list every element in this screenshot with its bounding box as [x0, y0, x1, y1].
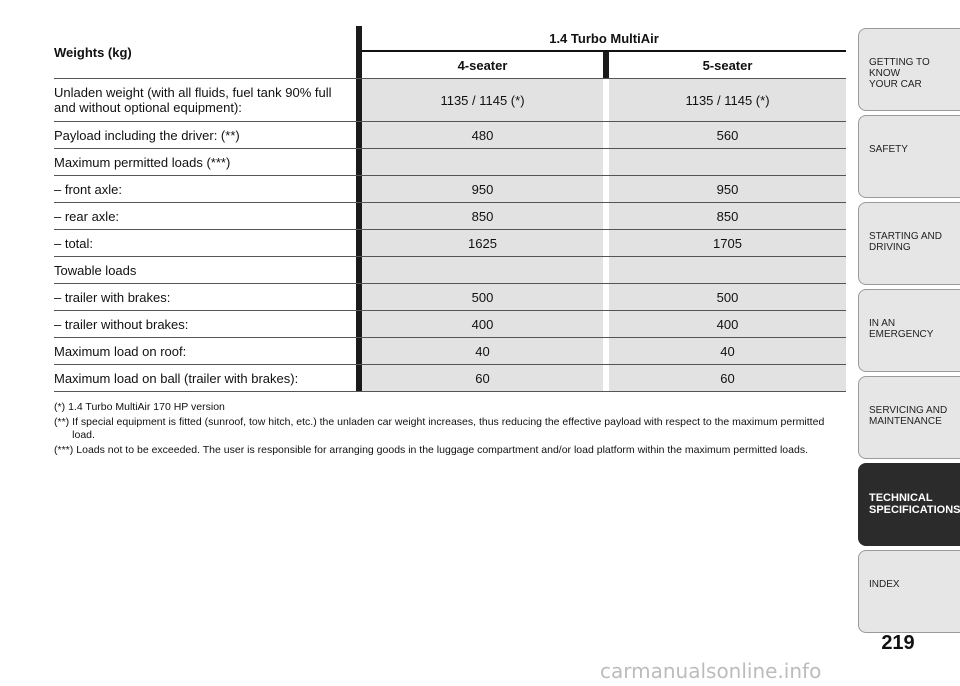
value-5-seater: 60 — [609, 365, 846, 392]
footnote-text: If special equipment is fitted (sunroof, tow hitch, etc.) the unladen car weight increases, thus reducing the effective payload with respect to the maximum permitted load. — [72, 416, 825, 441]
row-label: Maximum load on roof: — [54, 338, 356, 365]
row-label: Payload including the driver: (**) — [54, 122, 356, 149]
value-4-seater: 850 — [362, 203, 603, 230]
row-label: – total: — [54, 230, 356, 257]
watermark: carmanualsonline.info — [600, 659, 822, 683]
value-4-seater — [362, 257, 603, 284]
value-4-seater: 480 — [362, 122, 603, 149]
footnote-mark: (***) — [54, 444, 74, 456]
footnote — [54, 401, 844, 414]
table-row — [54, 338, 846, 365]
tab-label-line2: MAINTENANCE — [869, 416, 942, 427]
value-5-seater: 1135 / 1145 (*) — [609, 79, 846, 122]
value-5-seater: 560 — [609, 122, 846, 149]
tab-label-line1: GETTING TO KNOW — [869, 57, 930, 79]
value-5-seater: 40 — [609, 338, 846, 365]
value-4-seater: 500 — [362, 284, 603, 311]
footnote — [54, 444, 844, 457]
tab-label-line2: SPECIFICATIONS — [869, 504, 960, 516]
value-5-seater: 950 — [609, 176, 846, 203]
footnote-text: 1.4 Turbo MultiAir 170 HP version — [68, 401, 225, 413]
value-4-seater: 1625 — [362, 230, 603, 257]
row-label: Towable loads — [54, 257, 356, 284]
row-label: Unladen weight (with all fluids, fuel tank 90% full and without optional equipment): — [54, 79, 356, 122]
tab-label-line1: TECHNICAL — [869, 492, 933, 504]
table-row — [54, 176, 846, 203]
tab-label-line1: SAFETY — [869, 144, 908, 155]
engine-header: 1.4 Turbo MultiAir — [549, 30, 659, 46]
weights-table — [54, 26, 846, 392]
value-4-seater: 40 — [362, 338, 603, 365]
footnotes — [54, 401, 844, 459]
value-5-seater: 500 — [609, 284, 846, 311]
table-row — [54, 284, 846, 311]
table-row — [54, 257, 846, 284]
table-row — [54, 149, 846, 176]
value-5-seater — [609, 257, 846, 284]
value-4-seater — [362, 149, 603, 176]
value-4-seater: 950 — [362, 176, 603, 203]
table-row — [54, 122, 846, 149]
tab-in-an-emergency[interactable] — [858, 289, 960, 372]
value-4-seater: 400 — [362, 311, 603, 338]
row-label: – trailer with brakes: — [54, 284, 356, 311]
row-label-header: Weights (kg) — [54, 44, 132, 60]
footnote-text: Loads not to be exceeded. The user is responsible for arranging goods in the luggage compartment and/or load platform within the maximum permitted loads. — [76, 444, 808, 456]
tab-label-line1: INDEX — [869, 579, 900, 590]
footnote-mark: (*) — [54, 401, 66, 413]
tab-index[interactable] — [858, 550, 960, 633]
row-label: Maximum permitted loads (***) — [54, 149, 356, 176]
chapter-sidebar — [858, 28, 960, 637]
value-5-seater: 1705 — [609, 230, 846, 257]
table-row — [54, 311, 846, 338]
tab-servicing-and-maintenance[interactable] — [858, 376, 960, 459]
value-5-seater: 850 — [609, 203, 846, 230]
column-header-4-seater: 4-seater — [362, 51, 603, 79]
table-row — [54, 365, 846, 392]
table-row — [54, 230, 846, 257]
footnote-mark: (**) — [54, 416, 70, 428]
tab-label-line1: IN AN EMERGENCY — [869, 318, 934, 340]
tab-label-line1: SERVICING AND — [869, 405, 948, 416]
row-label: – rear axle: — [54, 203, 356, 230]
tab-label-line2: YOUR CAR — [869, 79, 922, 90]
tab-technical-specifications[interactable] — [858, 463, 960, 546]
tab-starting-and-driving[interactable] — [858, 202, 960, 285]
row-label: – front axle: — [54, 176, 356, 203]
tab-label-line1: STARTING AND — [869, 231, 942, 242]
page-number: 219 — [881, 632, 915, 654]
table-row — [54, 79, 846, 122]
tab-safety[interactable] — [858, 115, 960, 198]
tab-getting-to-know-your-car[interactable] — [858, 28, 960, 111]
value-4-seater: 60 — [362, 365, 603, 392]
column-header-5-seater: 5-seater — [609, 51, 846, 79]
value-5-seater: 400 — [609, 311, 846, 338]
row-label: – trailer without brakes: — [54, 311, 356, 338]
table-row — [54, 203, 846, 230]
value-5-seater — [609, 149, 846, 176]
value-4-seater: 1135 / 1145 (*) — [362, 79, 603, 122]
footnote — [54, 416, 844, 442]
weights-table-container — [54, 26, 846, 392]
row-label: Maximum load on ball (trailer with brakes): — [54, 365, 356, 392]
tab-label-line2: DRIVING — [869, 242, 911, 253]
